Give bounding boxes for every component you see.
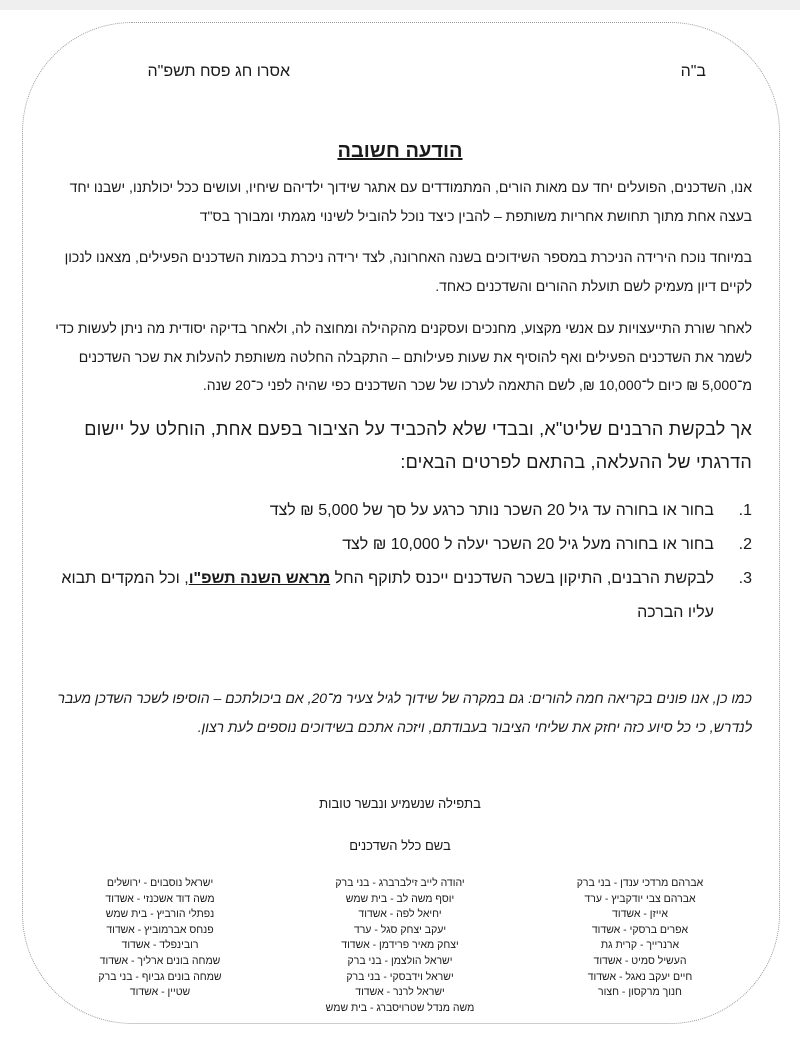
list-item [47, 562, 752, 630]
paragraph-appeal: כמו כן, אנו פונים בקריאה חמה להורים: גם במקרה של שידוך לגיל צעיר מ־20, אם ביכולתכם – הוסיפו לשכר השדכן מעבר לנדרש, כי כל סיוע כזה יחזק את שליחי הציבור בעבודתם, ויזכה אתכם בשידוכים נוספים לעת רצון. [57, 690, 752, 735]
page-title: הודעה חשובה [337, 140, 463, 162]
signature: חיים יעקב נאגל - אשדוד [587, 970, 693, 983]
paragraph-decline: במיוחד נוכח הירידה הניכרת במספר השידוכים בשנה האחרונה, לצד ירידה ניכרת בכמות השדכנים הפעילים, מצאנו לנכון לקיים דיון מעמיק לשם תועלת ההורים והשדכנים כאחד. [64, 249, 752, 294]
signature: יחיאל לפה - אשדוד [358, 908, 442, 921]
list-text: לבקשת הרבנים, התיקון בשכר השדכנים ייכנס לתוקף החל [330, 570, 714, 587]
list-item [47, 528, 752, 562]
paragraph-decision: לאחר שורת התייעצויות עם אנשי מקצוע, מחנכים ועסקנים מהקהילה ומחוצה לה, ולאחר בדיקה יסודית מה ניתן לעשות כדי לשמר את השדכנים הפעילים ואף להוסיף את שעות פעילותם – התקבלה החלטה משותפת להעלות את שכר השדכנים מ־5,000 ₪ כיום ל־10,000 ₪, לשם התאמה לערכו של שכר השדכנים כפי שהיה לפני כ־20 שנה. [55, 320, 752, 393]
bh-header: ב"ה [680, 63, 706, 80]
signature: ישראל וידבסקי - בני ברק [346, 970, 454, 983]
signature: רובינפלד - אשדוד [121, 939, 199, 952]
signature: שטיין - אשדוד [129, 986, 191, 999]
signature: אברהם צבי יודקביץ - ערד [584, 892, 696, 905]
closing-prayer: בתפילה שנשמיע ונבשר טובות [319, 796, 481, 811]
list-text: בחור או בחורה מעל גיל 20 השכר יעלה ל 10,000 ₪ לצד [342, 536, 714, 553]
list-number: 2. [738, 536, 752, 553]
closing-signoff: בשם כלל השדכנים [349, 838, 451, 853]
effective-date: מראש השנה תשפ"ו [188, 570, 331, 587]
signature: משה דוד אשכנזי - אשדוד [105, 892, 215, 905]
signature: ארנרייך - קרית גת [600, 939, 680, 952]
paragraph-intro: אנו, השדכנים, הפועלים יחד עם מאות הורים, המתמודדים עם אתגר שידוך ילדיהם שיחיו, ועושים ככל יכולתנו, ישבנו יחד בעצה אחת מתוך תחושת אחריות משותפת – להבין כיצד נוכל להוביל לשינוי מגמתי ומבורך בס"ד [69, 179, 752, 224]
signature: יעקב יצחק סגל - ערד [353, 923, 447, 936]
list-number: 3. [738, 570, 752, 587]
signature: משה מנדל שטרויסברג - בית שמש [325, 1001, 475, 1014]
list-text: בחור או בחורה עד גיל 20 השכר נותר כרגע על סך של 5,000 ₪ לצד [269, 502, 714, 519]
signatures-right [540, 876, 740, 1001]
list-text-after: , וכל המקדים תבוא עליו הברכה [61, 570, 714, 621]
signature: ישראל לרנר - אשדוד [355, 986, 445, 999]
signatures-left [60, 876, 260, 1001]
signature: יהודה לייב זילברברג - בני ברק [335, 877, 465, 889]
signature: אפרים ברסקי - אשדוד [591, 923, 689, 936]
signature: שמחה בונים גביוף - בני ברק [98, 970, 222, 983]
signature: יצחק מאיר פרידמן - אשדוד [341, 939, 459, 952]
signature: נפתלי הורביץ - בית שמש [105, 908, 215, 921]
signature: חנוך מרקסון - חצור [598, 986, 682, 999]
signature: שמחה בונים ארליך - אשדוד [99, 954, 221, 967]
signature: העשיל סמיט - אשדוד [593, 954, 687, 967]
list-number: 1. [738, 502, 752, 519]
date-header: אסרו חג פסח תשפ"ה [147, 63, 290, 80]
signature: אייזן - אשדוד [612, 908, 668, 921]
signature: פנחס אברמוביץ - אשדוד [106, 923, 214, 936]
paragraph-rabbis: אך לבקשת הרבנים שליט"א, ובבדי שלא להכביד על הציבור בפעם אחת, הוחלט על יישום הדרגתי של ההעלאה, בהתאם לפרטים הבאים: [84, 419, 752, 472]
signature: ישראל הולצמן - בני ברק [347, 954, 453, 967]
list-item [47, 494, 752, 528]
signature: אברהם מרדכי ענדן - בני ברק [576, 877, 704, 889]
signature: יוסף משה לב - בית שמש [345, 892, 455, 905]
signature: ישראל נוסבוים - ירושלים [106, 877, 214, 889]
signatures-middle [300, 876, 500, 1016]
terms-list [47, 494, 752, 630]
